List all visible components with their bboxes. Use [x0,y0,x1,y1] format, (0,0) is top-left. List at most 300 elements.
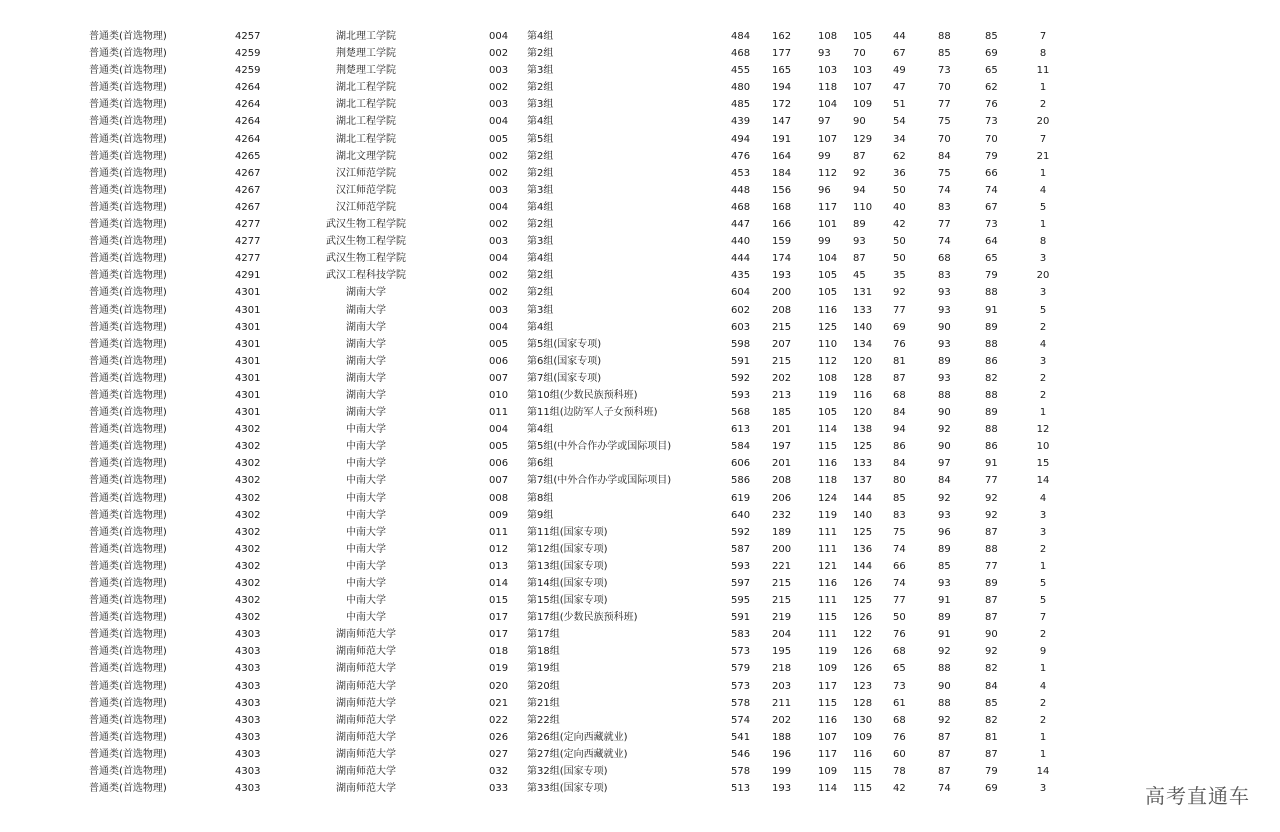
table-cell: 65 [985,65,998,77]
table-cell: 4 [1039,680,1047,692]
table-cell: 602 [731,304,751,316]
table-cell: 115 [818,612,838,624]
table-cell: 78 [893,766,906,778]
table-cell: 94 [893,424,906,436]
table-row [0,62,1280,79]
table-cell: 159 [772,236,792,248]
table-cell: 002 [489,219,509,231]
table-cell: 579 [731,663,751,675]
table-cell: 普通类(首选物理) [89,560,167,572]
table-cell: 84 [893,458,906,470]
table-cell: 第2组 [527,287,554,299]
table-cell: 第3组 [527,236,554,248]
table-row [0,302,1280,319]
table-cell: 1 [1039,731,1047,743]
table-cell: 第3组 [527,304,554,316]
table-cell: 597 [731,578,751,589]
table-row [0,729,1280,746]
table-cell: 88 [938,697,951,709]
table-cell: 87 [938,766,951,778]
table-cell: 湖南师范大学 [336,629,396,641]
table-cell: 普通类(首选物理) [89,99,167,111]
table-cell: 4267 [235,167,261,179]
table-cell: 湖南师范大学 [336,680,396,692]
table-cell: 15 [1036,458,1050,470]
table-cell: 90 [985,629,998,641]
table-cell: 194 [772,82,792,94]
table-cell: 88 [985,424,998,436]
table-cell: 207 [772,338,792,350]
table-cell: 4302 [235,560,261,572]
table-cell: 第3组 [527,65,554,77]
table-cell: 119 [818,389,838,401]
table-cell: 014 [489,578,509,589]
table-cell: 201 [772,458,792,470]
table-cell: 105 [818,270,838,282]
table-cell: 2 [1039,697,1047,709]
table-cell: 203 [772,680,792,692]
table-cell: 第22组 [527,714,560,726]
table-cell: 4277 [235,219,261,231]
table-cell: 1 [1039,82,1047,94]
table-cell: 006 [489,355,509,367]
table-cell: 73 [985,219,998,231]
table-cell: 453 [731,167,751,179]
table-row [0,643,1280,660]
table-cell: 117 [818,680,838,692]
table-cell: 485 [731,99,751,111]
table-cell: 105 [818,407,838,419]
table-cell: 武汉生物工程学院 [326,253,406,265]
table-cell: 97 [938,458,951,470]
table-cell: 109 [818,766,838,778]
table-cell: 69 [985,783,998,795]
table-cell: 89 [853,219,866,231]
table-cell: 012 [489,543,509,555]
table-row [0,284,1280,301]
table-cell: 88 [985,543,998,555]
table-cell: 2 [1039,321,1047,333]
table-cell: 116 [818,458,838,470]
table-cell: 4302 [235,543,261,555]
table-cell: 62 [985,82,998,94]
table-cell: 普通类(首选物理) [89,150,167,162]
table-cell: 4291 [235,270,261,282]
table-cell: 35 [893,270,906,282]
table-cell: 76 [985,99,998,111]
table-cell: 14 [1036,475,1050,487]
table-cell: 177 [772,48,792,60]
table-cell: 第20组 [527,680,560,692]
table-row [0,319,1280,336]
table-cell: 144 [853,560,873,572]
table-cell: 1 [1039,219,1047,231]
table-cell: 4301 [235,321,261,333]
table-cell: 125 [818,321,838,333]
table-cell: 4265 [235,150,261,162]
table-cell: 116 [818,304,838,316]
table-cell: 普通类(首选物理) [89,748,167,760]
table-cell: 第10组(少数民族预科班) [527,389,638,401]
table-cell: 84 [938,150,951,162]
table-cell: 武汉工程科技学院 [326,270,406,282]
table-cell: 005 [489,338,509,350]
table-cell: 193 [772,270,792,282]
table-cell: 120 [853,407,873,419]
table-cell: 湖南师范大学 [336,748,396,760]
table-cell: 45 [853,270,866,282]
table-cell: 75 [893,526,906,538]
table-cell: 107 [818,133,838,145]
table-cell: 普通类(首选物理) [89,458,167,470]
table-cell: 14 [1036,766,1050,778]
table-cell: 215 [772,321,792,333]
table-cell: 468 [731,48,751,60]
table-cell: 174 [772,253,792,265]
table-row [0,165,1280,182]
table-cell: 82 [985,372,998,384]
table-cell: 87 [853,253,866,265]
table-cell: 494 [731,133,751,145]
table-cell: 普通类(首选物理) [89,612,167,624]
table-cell: 9 [1039,646,1047,658]
table-cell: 武汉生物工程学院 [326,219,406,231]
table-cell: 88 [938,31,951,42]
table-cell: 111 [818,526,838,538]
table-cell: 208 [772,304,792,316]
table-cell: 普通类(首选物理) [89,441,167,453]
table-cell: 126 [853,663,873,675]
table-cell: 第32组(国家专项) [527,766,608,778]
table-cell: 011 [489,407,509,419]
table-cell: 湖南师范大学 [336,714,396,726]
table-cell: 105 [853,31,873,42]
table-cell: 133 [853,458,873,470]
table-cell: 104 [818,99,838,111]
table-row [0,507,1280,524]
table-cell: 032 [489,766,509,778]
table-cell: 4267 [235,184,261,196]
table-cell: 68 [893,714,906,726]
table-cell: 92 [985,509,998,521]
table-row [0,28,1280,45]
table-cell: 90 [938,441,951,453]
table-cell: 130 [853,714,873,726]
table-cell: 232 [772,509,792,521]
table-cell: 普通类(首选物理) [89,424,167,436]
table-cell: 普通类(首选物理) [89,184,167,196]
table-cell: 第2组 [527,219,554,231]
table-cell: 87 [985,748,998,760]
table-cell: 96 [938,526,951,538]
table-row [0,336,1280,353]
table-cell: 4303 [235,748,261,760]
table-cell: 166 [772,219,792,231]
table-cell: 87 [938,748,951,760]
table-cell: 湖北文理学院 [336,150,396,162]
table-cell: 4259 [235,65,261,77]
table-cell: 中南大学 [346,458,386,470]
table-cell: 湖南师范大学 [336,783,396,795]
table-cell: 003 [489,184,509,196]
table-cell: 93 [938,509,951,521]
table-cell: 448 [731,184,751,196]
table-cell: 131 [853,287,873,299]
table-cell: 444 [731,253,751,265]
table-cell: 77 [938,99,951,111]
table-cell: 普通类(首选物理) [89,526,167,538]
table-cell: 第5组(中外合作办学或国际项目) [527,441,672,453]
table-cell: 4303 [235,697,261,709]
table-cell: 92 [985,492,998,504]
table-cell: 114 [818,783,838,795]
table-cell: 66 [985,167,998,179]
table-cell: 79 [985,270,998,282]
table-cell: 51 [893,99,906,111]
table-cell: 126 [853,612,873,624]
table-cell: 99 [818,150,831,162]
table-cell: 440 [731,236,751,248]
table-cell: 574 [731,714,751,726]
table-cell: 125 [853,441,873,453]
table-cell: 第11组(边防军人子女预科班) [527,407,658,419]
table-cell: 89 [985,578,998,589]
table-cell: 003 [489,236,509,248]
table-cell: 4303 [235,714,261,726]
table-cell: 93 [818,48,831,60]
table-cell: 4267 [235,201,261,213]
table-cell: 2 [1039,543,1047,555]
table-row [0,592,1280,609]
table-cell: 003 [489,65,509,77]
table-cell: 85 [938,48,951,60]
table-cell: 89 [985,321,998,333]
table-cell: 133 [853,304,873,316]
table-cell: 119 [818,646,838,658]
table-cell: 93 [938,578,951,589]
table-cell: 第21组 [527,697,560,709]
table-cell: 007 [489,372,509,384]
table-cell: 普通类(首选物理) [89,509,167,521]
table-cell: 010 [489,389,509,401]
table-row [0,404,1280,421]
table-cell: 88 [938,389,951,401]
table-cell: 7 [1039,133,1047,145]
table-cell: 020 [489,680,509,692]
table-cell: 11 [1036,65,1050,77]
table-cell: 147 [772,116,792,128]
table-cell: 215 [772,578,792,589]
table-cell: 172 [772,99,792,111]
table-cell: 164 [772,150,792,162]
table-cell: 591 [731,355,751,367]
table-cell: 4302 [235,509,261,521]
table-cell: 2 [1039,714,1047,726]
table-cell: 018 [489,646,509,658]
table-cell: 107 [853,82,873,94]
table-cell: 5 [1039,578,1047,589]
table-cell: 湖南师范大学 [336,766,396,778]
table-cell: 3 [1039,509,1047,521]
table-cell: 4 [1039,338,1047,350]
table-cell: 105 [818,287,838,299]
table-cell: 79 [985,150,998,162]
table-cell: 普通类(首选物理) [89,321,167,333]
table-cell: 普通类(首选物理) [89,219,167,231]
table-cell: 第9组 [527,509,554,521]
table-cell: 湖南师范大学 [336,697,396,709]
table-cell: 128 [853,372,873,384]
table-cell: 104 [818,253,838,265]
table-cell: 125 [853,595,873,607]
table-cell: 189 [772,526,792,538]
table-cell: 91 [938,629,951,641]
table-cell: 196 [772,748,792,760]
table-cell: 110 [818,338,838,350]
table-cell: 73 [893,680,906,692]
table-row [0,113,1280,130]
table-cell: 87 [985,612,998,624]
table-cell: 67 [985,201,998,213]
table-cell: 70 [938,82,951,94]
table-cell: 湖北工程学院 [336,99,396,111]
table-cell: 77 [893,304,906,316]
table-cell: 湖南大学 [346,321,386,333]
table-row [0,763,1280,780]
table-cell: 002 [489,82,509,94]
table-row [0,626,1280,643]
table-cell: 74 [938,783,951,795]
table-cell: 87 [893,372,906,384]
table-cell: 普通类(首选物理) [89,629,167,641]
table-cell: 162 [772,31,792,42]
table-cell: 4 [1039,492,1047,504]
table-cell: 002 [489,167,509,179]
table-cell: 85 [938,560,951,572]
table-cell: 普通类(首选物理) [89,355,167,367]
table-cell: 第17组(少数民族预科班) [527,612,638,624]
table-cell: 197 [772,441,792,453]
table-cell: 第2组 [527,82,554,94]
table-cell: 74 [893,543,906,555]
table-cell: 68 [893,389,906,401]
table-cell: 591 [731,612,751,624]
table-cell: 普通类(首选物理) [89,116,167,128]
table-row [0,182,1280,199]
table-cell: 76 [893,629,906,641]
table-cell: 34 [893,133,906,145]
table-cell: 5 [1039,304,1047,316]
table-cell: 005 [489,133,509,145]
table-cell: 87 [985,595,998,607]
table-row [0,695,1280,712]
table-row [0,199,1280,216]
table-cell: 荆楚理工学院 [336,65,396,77]
table-cell: 165 [772,65,792,77]
table-cell: 第5组(国家专项) [527,338,602,350]
table-cell: 普通类(首选物理) [89,407,167,419]
table-row [0,79,1280,96]
table-cell: 112 [818,355,838,367]
table-cell: 80 [893,475,906,487]
table-cell: 89 [938,543,951,555]
table-cell: 第14组(国家专项) [527,578,608,589]
table-cell: 82 [985,663,998,675]
table-cell: 75 [938,167,951,179]
table-cell: 111 [818,629,838,641]
table-cell: 湖北工程学院 [336,116,396,128]
table-cell: 573 [731,680,751,692]
table-cell: 112 [818,167,838,179]
table-cell: 第6组 [527,458,554,470]
table-cell: 584 [731,441,751,453]
table-cell: 119 [818,509,838,521]
table-cell: 002 [489,48,509,60]
table-cell: 019 [489,663,509,675]
table-cell: 普通类(首选物理) [89,389,167,401]
table-cell: 004 [489,253,509,265]
table-cell: 004 [489,321,509,333]
table-row [0,558,1280,575]
table-cell: 1 [1039,663,1047,675]
table-cell: 90 [938,321,951,333]
table-cell: 第27组(定向西藏就业) [527,748,628,760]
table-cell: 普通类(首选物理) [89,646,167,658]
table-cell: 003 [489,99,509,111]
table-cell: 005 [489,441,509,453]
table-cell: 75 [938,116,951,128]
table-cell: 84 [893,407,906,419]
table-cell: 117 [818,201,838,213]
table-cell: 4303 [235,663,261,675]
table-cell: 2 [1039,389,1047,401]
table-cell: 第2组 [527,167,554,179]
table-cell: 第11组(国家专项) [527,526,608,538]
table-cell: 027 [489,748,509,760]
table-cell: 002 [489,150,509,162]
table-cell: 484 [731,31,751,42]
table-cell: 62 [893,150,906,162]
table-cell: 65 [985,253,998,265]
table-cell: 184 [772,167,792,179]
table-cell: 4264 [235,99,261,111]
table-cell: 92 [938,424,951,436]
table-cell: 第3组 [527,184,554,196]
table-cell: 90 [938,407,951,419]
table-cell: 195 [772,646,792,658]
table-cell: 115 [818,697,838,709]
table-cell: 21 [1036,150,1050,162]
table-cell: 480 [731,82,751,94]
table-cell: 88 [985,287,998,299]
table-cell: 4303 [235,783,261,795]
table-cell: 普通类(首选物理) [89,338,167,350]
table-cell: 111 [818,595,838,607]
table-cell: 第4组 [527,201,554,213]
table-cell: 83 [938,270,951,282]
table-cell: 140 [853,509,873,521]
table-cell: 004 [489,31,509,42]
table-cell: 湖南大学 [346,338,386,350]
table-cell: 88 [985,389,998,401]
table-cell: 普通类(首选物理) [89,31,167,42]
table-cell: 40 [893,201,906,213]
table-cell: 85 [985,31,998,42]
table-cell: 002 [489,287,509,299]
table-cell: 第33组(国家专项) [527,783,608,795]
table-cell: 97 [818,116,831,128]
table-cell: 88 [938,663,951,675]
